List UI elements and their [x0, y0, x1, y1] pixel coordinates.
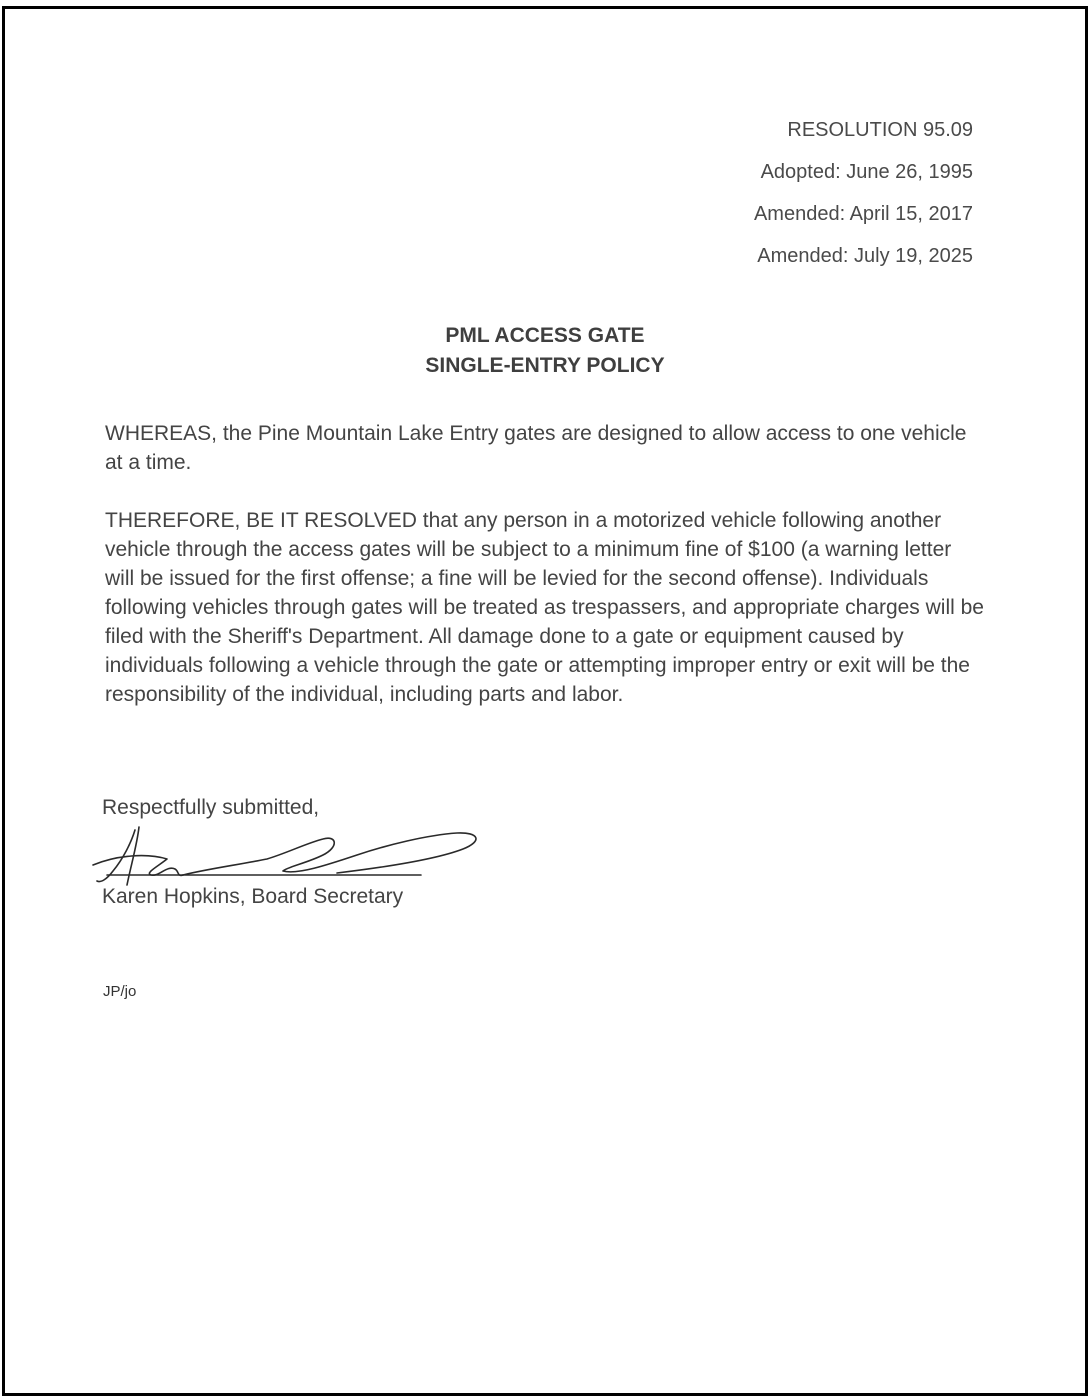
document-page — [2, 6, 1088, 1396]
resolution-header — [754, 109, 973, 277]
whereas-paragraph: WHEREAS, the Pine Mountain Lake Entry gates are designed to allow access to one vehicle at a time. — [105, 422, 967, 474]
therefore-paragraph: THEREFORE, BE IT RESOLVED that any person in a motorized vehicle following another vehicle through the access gates will be subject to a minimum fine of $100 (a warning letter will be issued for the first offense; a fine will be levied for the second offense). Individuals following vehicles through gates will be treated as trespassers, and appropriate charges will be filed with the Sheriff's Department. All damage done to a gate or equipment caused by individuals following a vehicle through the gate or attempting improper entry or exit will be the responsibility of the individual, including parts and labor. — [105, 509, 984, 706]
typist-initials: JP/jo — [103, 983, 137, 1000]
title-line-2: SINGLE-ENTRY POLICY — [425, 354, 665, 377]
signer-name: Karen Hopkins, Board Secretary — [102, 885, 404, 908]
closing-salutation: Respectfully submitted, — [102, 796, 320, 819]
adopted-date: Adopted: June 26, 1995 — [760, 161, 973, 183]
amended-date-1: Amended: April 15, 2017 — [753, 203, 973, 225]
resolution-number: RESOLUTION 95.09 — [787, 119, 973, 141]
title-line-1: PML ACCESS GATE — [445, 324, 645, 347]
document-title — [5, 321, 1085, 381]
amended-date-2: Amended: July 19, 2025 — [757, 245, 973, 267]
